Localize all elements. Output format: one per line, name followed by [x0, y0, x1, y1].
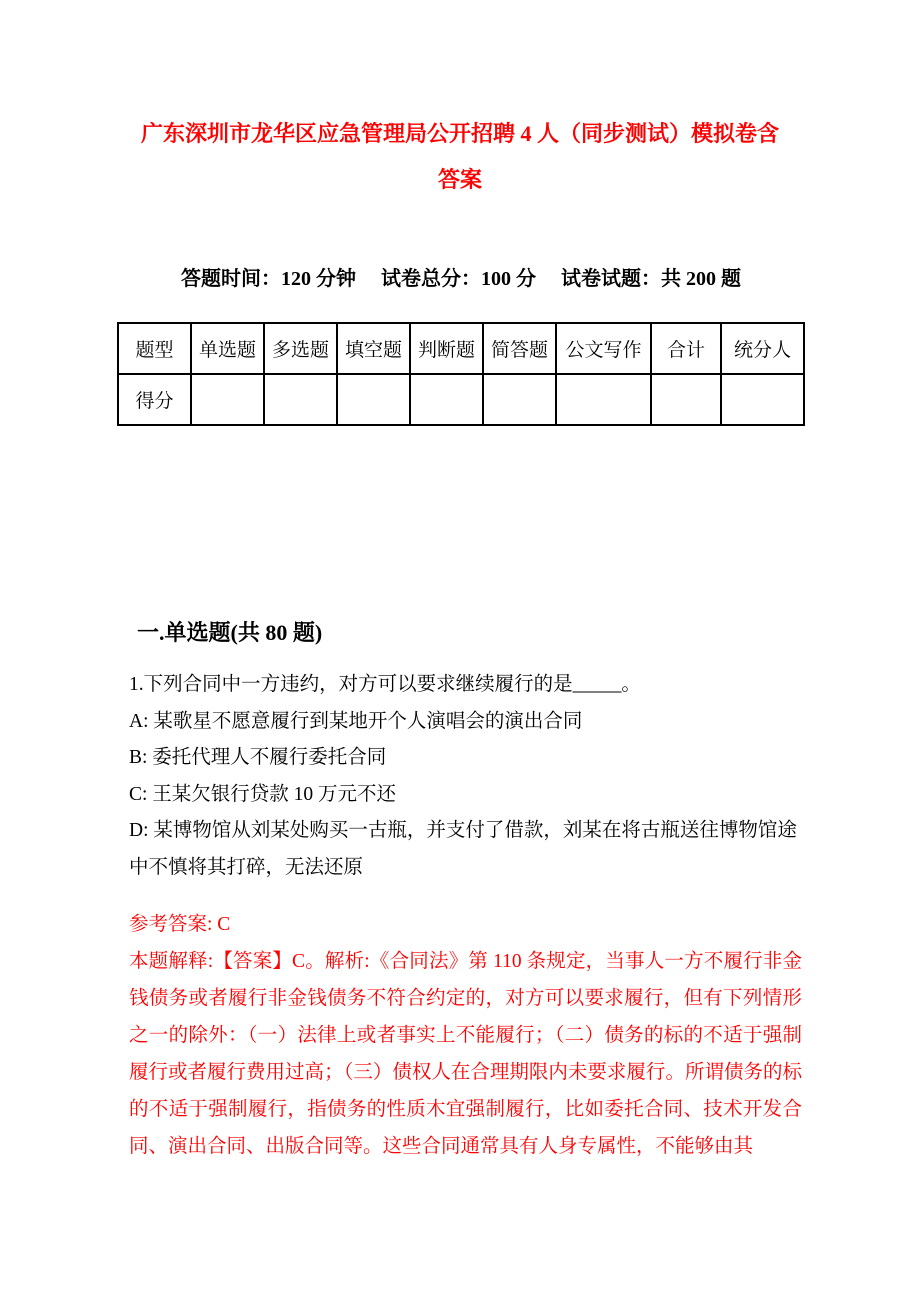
score-cell — [264, 374, 337, 425]
reference-answer: 参考答案: C — [129, 914, 231, 935]
table-header-multi-choice: 多选题 — [264, 323, 337, 374]
table-header-short-answer: 简答题 — [483, 323, 556, 374]
score-cell — [410, 374, 483, 425]
score-cell — [721, 374, 804, 425]
table-header-official-writing: 公文写作 — [556, 323, 651, 374]
question-option-d: D: 某博物馆从刘某处购买一古瓶，并支付了借款，刘某在将古瓶送往博物馆途中不慎将其打碎，无法还原 — [129, 820, 797, 878]
table-header-fill-blank: 填空题 — [337, 323, 410, 374]
score-table-score-row — [118, 374, 804, 425]
score-cell — [483, 374, 556, 425]
table-header-scorer: 统分人 — [721, 323, 804, 374]
score-table-header-row — [118, 323, 804, 374]
table-header-question-type: 题型 — [118, 323, 191, 374]
exam-info-time: 答题时间：120 分钟 — [181, 268, 356, 290]
document-title: 广东深圳市龙华区应急管理局公开招聘 4 人（同步测试）模拟卷含答案 — [140, 121, 779, 192]
question-block — [129, 667, 802, 886]
exam-info-total-score: 试卷总分：100 分 — [381, 268, 536, 290]
score-cell — [556, 374, 651, 425]
question-text: 1.下列合同中一方违约，对方可以要求继续履行的是_____。 — [129, 674, 641, 695]
answer-explanation: 本题解释:【答案】C。解析:《合同法》第 110 条规定，当事人一方不履行非金钱债务或者履行非金钱债务不符合约定的，对方可以要求履行，但有下列情形之一的除外：（一）法律上或者事实上不能履行；（二）债务的标的不适于强制履行或者履行费用过高；（三）债权人在合理期限内未要求履行。所谓债务的标的不适于强制履行，指债务的性质木宜强制履行，比如委托合同、技术开发合同、演出合同、出版合同等。这些合同通常具有人身专属性，不能够由其 — [129, 951, 802, 1157]
exam-info-line — [181, 264, 920, 294]
question-option-c: C: 王某欠银行贷款 10 万元不还 — [129, 783, 397, 805]
table-header-true-false: 判断题 — [410, 323, 483, 374]
question-option-b: B: 委托代理人不履行委托合同 — [129, 747, 387, 768]
section-heading: 一.单选题(共 80 题) — [137, 620, 323, 645]
table-header-single-choice: 单选题 — [191, 323, 264, 374]
table-header-total: 合计 — [651, 323, 721, 374]
score-cell — [191, 374, 264, 425]
score-cell — [337, 374, 410, 425]
score-cell — [651, 374, 721, 425]
score-row-label: 得分 — [118, 374, 191, 425]
score-table — [117, 322, 805, 426]
question-option-a: A: 某歌星不愿意履行到某地开个人演唱会的演出合同 — [129, 710, 583, 732]
exam-info-question-count: 试卷试题：共 200 题 — [561, 268, 741, 290]
